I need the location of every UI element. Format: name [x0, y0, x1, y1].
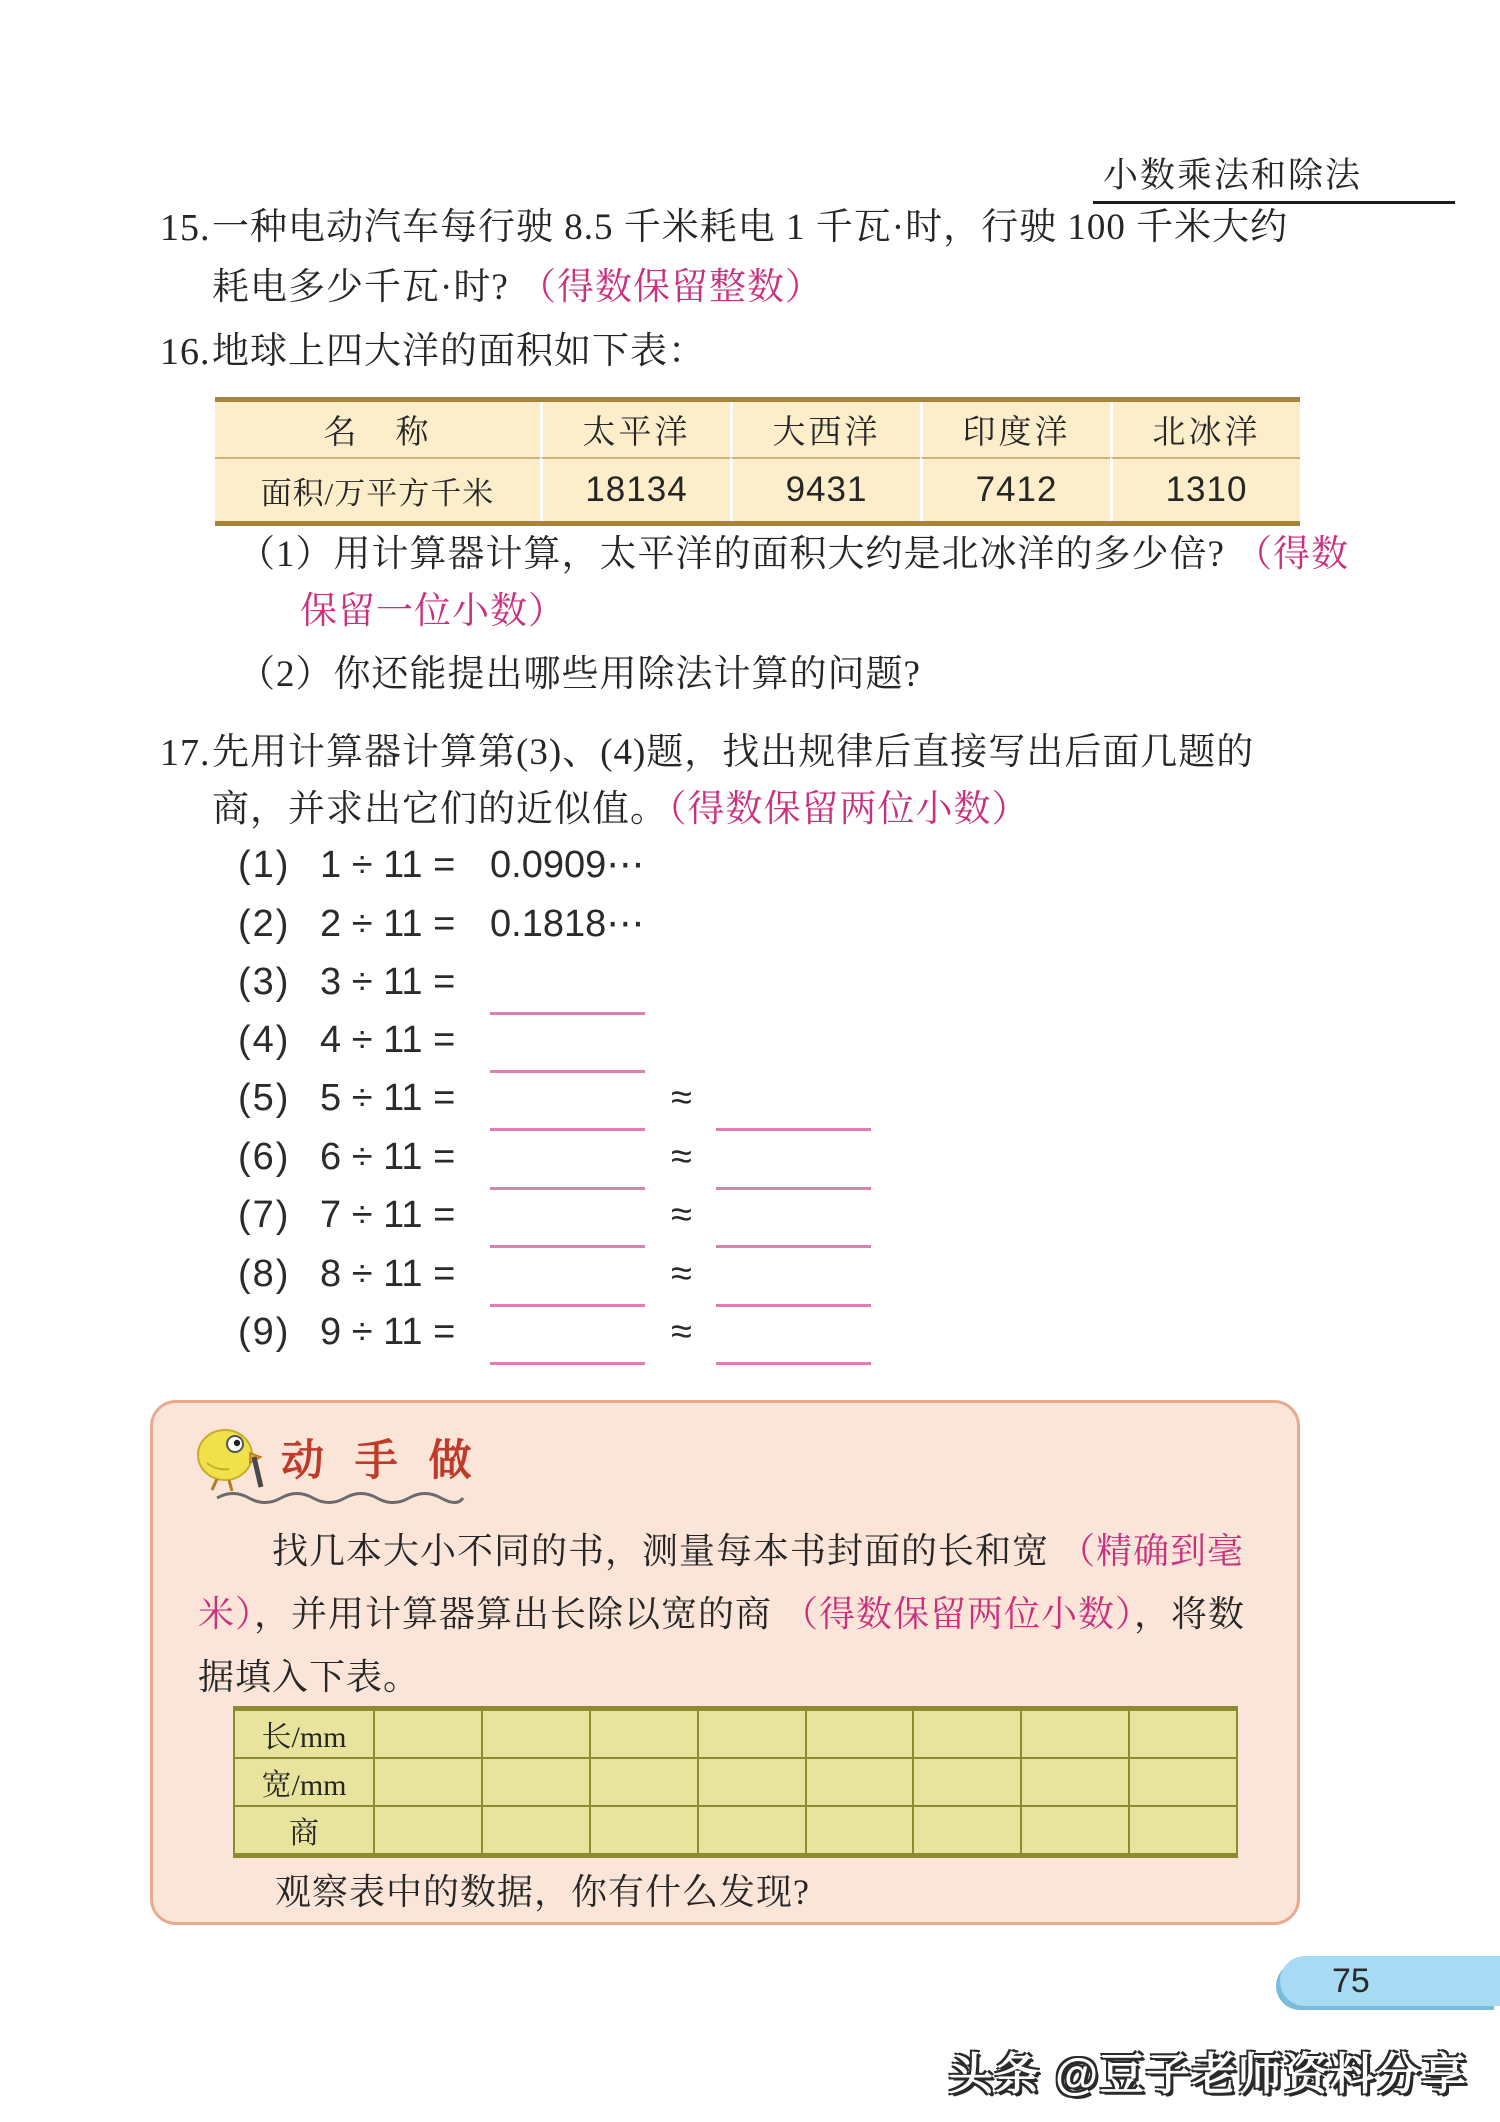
eq6-approx-symbol: ≈	[671, 1136, 692, 1178]
page-number: 75	[1332, 1961, 1370, 2000]
para-l2-pink2: （得数保留两位小数）	[782, 1594, 1135, 1634]
eq9-rounded-blank	[716, 1316, 871, 1365]
eq5-rounded-blank	[716, 1082, 871, 1131]
eq3-answer-blank	[490, 966, 645, 1015]
hands-on-para-line2	[198, 1587, 1245, 1641]
empty-cell	[482, 1758, 590, 1806]
eq4-label: (4)	[238, 1019, 291, 1061]
eq6-answer-blank	[490, 1141, 645, 1190]
eq7-rounded-blank	[716, 1199, 871, 1248]
page-number-pill	[1280, 1956, 1500, 2006]
hands-on-title: 动 手 做	[281, 1438, 482, 1485]
eq1-expr: 1 ÷ 11 =	[320, 844, 456, 886]
equation-row-5	[238, 1071, 871, 1125]
problem-17-line2	[212, 783, 1030, 837]
para-l2-black1: ，并用计算器算出长除以宽的商	[254, 1594, 783, 1634]
eq4-answer-blank	[490, 1024, 645, 1073]
oceans-area-label: 面积/万平方千米	[215, 457, 540, 521]
empty-cell	[698, 1806, 806, 1856]
eq9-answer-blank	[490, 1316, 645, 1365]
row-label-quotient: 商	[234, 1806, 374, 1856]
hands-on-question: 观察表中的数据，你有什么发现?	[275, 1872, 810, 1912]
chick-icon	[191, 1417, 277, 1497]
row-label-width: 宽/mm	[234, 1758, 374, 1806]
problem-15-line2-text: 耗电多少千瓦·时?	[212, 267, 519, 308]
para-l1-black: 找几本大小不同的书，测量每本书封面的长和宽	[272, 1531, 1060, 1571]
empty-cell	[698, 1709, 806, 1759]
empty-cell	[1021, 1806, 1129, 1856]
oceans-table-header-row	[215, 402, 1300, 457]
problem-16-q1-note-tail: 保留一位小数）	[300, 591, 566, 632]
problem-15-number: 15.	[160, 207, 211, 249]
eq5-label: (5)	[238, 1077, 291, 1119]
problem-17-line1: 先用计算器计算第(3)、(4)题，找出规律后直接写出后面几题的	[212, 732, 1255, 773]
q2-text: 你还能提出哪些用除法计算的问题?	[333, 654, 921, 695]
equation-row-2	[238, 897, 644, 951]
para-l2-black2: ，将数	[1134, 1594, 1246, 1634]
measurement-table	[233, 1706, 1238, 1858]
empty-cell	[698, 1758, 806, 1806]
hands-on-activity-box	[150, 1400, 1300, 1925]
problem-16-number: 16.	[160, 331, 211, 373]
eq1-result: 0.0909⋯	[490, 844, 645, 886]
empty-cell	[913, 1806, 1021, 1856]
table-row	[234, 1709, 1237, 1759]
oceans-area-pacific: 18134	[540, 457, 730, 521]
problem-15-line1: 一种电动汽车每行驶 8.5 千米耗电 1 千瓦·时，行驶 100 千米大约	[212, 207, 1289, 248]
problem-15-line2	[212, 261, 823, 315]
eq2-label: (2)	[238, 903, 291, 945]
empty-cell	[590, 1806, 698, 1856]
eq6-label: (6)	[238, 1136, 291, 1178]
oceans-area-arctic: 1310	[1110, 457, 1300, 521]
hands-on-para-line1	[272, 1524, 1244, 1578]
empty-cell	[806, 1806, 914, 1856]
eq8-expr: 8 ÷ 11 =	[320, 1253, 456, 1295]
empty-cell	[590, 1758, 698, 1806]
eq8-label: (8)	[238, 1253, 291, 1295]
equation-row-1	[238, 838, 644, 892]
equation-row-3	[238, 955, 645, 1009]
hands-on-para-line3: 据填入下表。	[198, 1657, 421, 1697]
problem-16-q1	[238, 528, 1349, 582]
para-l1-pink: （精确到毫	[1059, 1531, 1245, 1571]
eq7-approx-symbol: ≈	[671, 1194, 692, 1236]
empty-cell	[1129, 1709, 1237, 1759]
eq7-answer-blank	[490, 1199, 645, 1248]
eq8-approx-symbol: ≈	[671, 1253, 692, 1295]
empty-cell	[1021, 1709, 1129, 1759]
equation-row-8	[238, 1247, 871, 1301]
problem-16-q2	[238, 648, 921, 702]
oceans-area-atlantic: 9431	[730, 457, 920, 521]
empty-cell	[374, 1758, 482, 1806]
problem-17-note: （得数保留两位小数）	[668, 789, 1030, 830]
watermark-text: 头条 @豆子老师资料分享	[948, 2050, 1468, 2099]
eq6-expr: 6 ÷ 11 =	[320, 1136, 456, 1178]
eq4-expr: 4 ÷ 11 =	[320, 1019, 456, 1061]
empty-cell	[913, 1709, 1021, 1759]
oceans-header-arctic: 北冰洋	[1110, 402, 1300, 457]
eq2-expr: 2 ÷ 11 =	[320, 903, 456, 945]
q1-text: 用计算器计算，太平洋的面积大约是北冰洋的多少倍?	[333, 534, 1236, 575]
equation-row-4	[238, 1013, 645, 1067]
eq5-answer-blank	[490, 1082, 645, 1131]
problem-17-number: 17.	[160, 732, 211, 774]
q2-label: （2）	[238, 654, 334, 695]
wavy-underline	[215, 1489, 465, 1505]
problem-16-intro: 地球上四大洋的面积如下表：	[212, 331, 706, 372]
problem-17-line2-text: 商，并求出它们的近似值。	[212, 789, 668, 830]
row-label-length: 长/mm	[234, 1709, 374, 1759]
oceans-table	[215, 397, 1300, 526]
table-row	[234, 1758, 1237, 1806]
eq1-label: (1)	[238, 844, 291, 886]
oceans-header-atlantic: 大西洋	[730, 402, 920, 457]
oceans-header-indian: 印度洋	[920, 402, 1110, 457]
eq8-answer-blank	[490, 1258, 645, 1307]
empty-cell	[482, 1806, 590, 1856]
empty-cell	[1129, 1806, 1237, 1856]
eq9-expr: 9 ÷ 11 =	[320, 1311, 456, 1353]
chapter-title: 小数乘法和除法	[1103, 156, 1363, 195]
equation-row-7	[238, 1188, 871, 1242]
q1-note-head: （得数	[1235, 534, 1350, 575]
table-row	[234, 1806, 1237, 1856]
q1-label: （1）	[238, 534, 334, 575]
problem-15-note: （得数保留整数）	[519, 267, 823, 308]
empty-cell	[374, 1806, 482, 1856]
oceans-table-data-row	[215, 457, 1300, 521]
eq7-label: (7)	[238, 1194, 291, 1236]
equation-row-6	[238, 1130, 871, 1184]
eq3-label: (3)	[238, 961, 291, 1003]
equation-row-9	[238, 1305, 871, 1359]
empty-cell	[806, 1709, 914, 1759]
oceans-header-pacific: 太平洋	[540, 402, 730, 457]
oceans-area-indian: 7412	[920, 457, 1110, 521]
eq8-rounded-blank	[716, 1258, 871, 1307]
empty-cell	[590, 1709, 698, 1759]
eq6-rounded-blank	[716, 1141, 871, 1190]
empty-cell	[1021, 1758, 1129, 1806]
eq7-expr: 7 ÷ 11 =	[320, 1194, 456, 1236]
empty-cell	[374, 1709, 482, 1759]
para-l2-pink1: 米）	[198, 1594, 255, 1634]
eq5-expr: 5 ÷ 11 =	[320, 1077, 456, 1119]
empty-cell	[806, 1758, 914, 1806]
eq9-label: (9)	[238, 1311, 291, 1353]
empty-cell	[1129, 1758, 1237, 1806]
empty-cell	[913, 1758, 1021, 1806]
oceans-header-name: 名 称	[323, 415, 432, 451]
eq5-approx-symbol: ≈	[671, 1077, 692, 1119]
eq2-result: 0.1818⋯	[490, 903, 645, 945]
eq9-approx-symbol: ≈	[671, 1311, 692, 1353]
empty-cell	[482, 1709, 590, 1759]
eq3-expr: 3 ÷ 11 =	[320, 961, 456, 1003]
